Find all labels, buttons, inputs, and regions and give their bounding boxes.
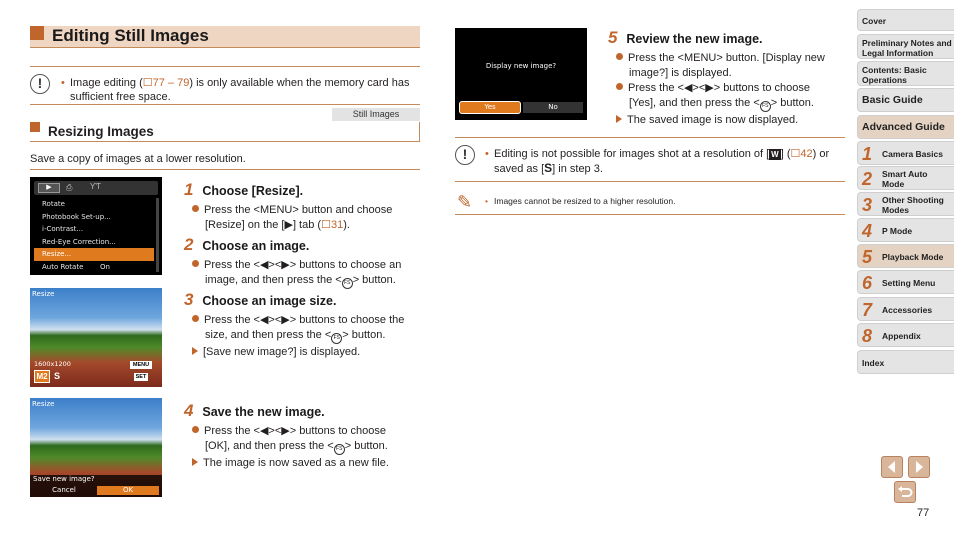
- bullet-icon: [192, 205, 199, 212]
- sidebar-item-cover[interactable]: Cover: [857, 9, 954, 31]
- step-number: 4: [184, 401, 194, 420]
- sidebar-item-smart-auto[interactable]: 2 Smart Auto Mode: [857, 166, 954, 190]
- memo-text: Images cannot be resized to a higher resolution.: [494, 196, 676, 206]
- ok-option-selected: OK: [97, 486, 159, 495]
- page-title: Editing Still Images: [52, 26, 209, 45]
- bullet-icon: [192, 315, 199, 322]
- step-3: 3 Choose an image size. Press the <◀><▶> buttons to choose the size, and then press the < FS > button. [Save new image?] is displayed.: [184, 290, 405, 358]
- still-images-tag: Still Images: [332, 108, 420, 121]
- resize-preview-screen: [30, 288, 162, 387]
- page-link[interactable]: 77 – 79: [152, 77, 190, 89]
- resolution-s-icon: S: [544, 161, 553, 175]
- step-title: Save the new image.: [202, 405, 325, 419]
- caution-icon: !: [30, 74, 50, 94]
- section-title: Resizing Images: [48, 124, 154, 139]
- menu-tab-bar: [34, 181, 158, 195]
- back-button[interactable]: [894, 481, 916, 503]
- notice-resolution: Editing is not possible for images shot at a resolution of [ W ] (☐42) or saved as [S] in step 3.: [494, 148, 830, 175]
- sidebar-item-basic-guide[interactable]: Basic Guide: [857, 88, 954, 112]
- step-5: 5 Review the new image. Press the <MENU> button. [Display new image?] is displayed. Press the <◀><▶> buttons to choose [Yes], and then press the < FS > button. The saved image is now displayed.: [608, 28, 825, 126]
- bullet-icon: [192, 260, 199, 267]
- func-set-icon: FS: [760, 101, 771, 112]
- sidebar-item-playback-mode[interactable]: 5 Playback Mode: [857, 244, 954, 268]
- page-ref-icon: ☐: [790, 148, 801, 160]
- divider: [30, 104, 420, 105]
- page-link[interactable]: 42: [800, 148, 813, 160]
- menu-item: Red-Eye Correction...: [42, 237, 116, 246]
- menu-item: Auto Rotate On: [42, 262, 110, 271]
- bullet-icon: [616, 83, 623, 90]
- display-new-image-screen: [455, 28, 587, 120]
- menu-item-selected: Resize...: [34, 248, 154, 261]
- size-option: S: [54, 371, 61, 381]
- section-intro: Save a copy of images at a lower resolution.: [30, 153, 246, 165]
- menu-item: Photobook Set-up...: [42, 212, 111, 221]
- return-arrow-icon: [895, 482, 915, 502]
- yes-option-selected: Yes: [459, 101, 521, 114]
- caution-icon: !: [455, 145, 475, 165]
- step-title: Choose [Resize].: [202, 184, 304, 198]
- print-tab-icon: ⎙: [66, 183, 73, 192]
- func-set-icon: FS: [331, 333, 342, 344]
- prev-page-button[interactable]: [881, 456, 903, 478]
- next-page-button[interactable]: [908, 456, 930, 478]
- notice-memory-card: Image editing (☐77 – 79) is only available when the memory card has sufficient free space.: [70, 77, 410, 103]
- sidebar-item-contents[interactable]: Contents: Basic Operations: [857, 61, 954, 86]
- step-number: 3: [184, 290, 194, 309]
- step-4: 4 Save the new image. Press the <◀><▶> buttons to choose [OK], and then press the < FS > button. The image is now saved as a new file.: [184, 401, 389, 469]
- func-set-icon: FS: [334, 444, 345, 455]
- no-option: No: [523, 102, 583, 113]
- menu-item: Rotate: [42, 200, 65, 208]
- save-image-screen: [30, 398, 162, 497]
- settings-tab-icon: ƳƬ: [90, 182, 102, 191]
- step-2: 2 Choose an image. Press the <◀><▶> buttons to choose an image, and then press the < FS > button.: [184, 235, 420, 289]
- sidebar-item-preliminary-notes[interactable]: Preliminary Notes and Legal Information: [857, 34, 954, 59]
- step-number: 2: [184, 235, 194, 254]
- sidebar-item-advanced-guide[interactable]: Advanced Guide: [857, 115, 954, 139]
- sidebar-item-setting-menu[interactable]: 6 Setting Menu: [857, 270, 954, 294]
- resolution-w-icon: W: [771, 150, 779, 159]
- screen-label: Resize: [32, 290, 55, 298]
- section-square-icon: [30, 122, 40, 132]
- page-ref-icon: ☐: [321, 219, 331, 231]
- camera-menu-screen: [30, 177, 162, 275]
- menu-item: i-Contrast...: [42, 225, 84, 233]
- divider: [455, 214, 845, 215]
- title-square-icon: [30, 26, 44, 40]
- step-title: Review the new image.: [626, 32, 763, 46]
- menu-button-icon: MENU: [130, 361, 152, 369]
- menu-scrollbar: [156, 198, 159, 272]
- sidebar-item-p-mode[interactable]: 4 P Mode: [857, 218, 954, 242]
- page-number: 77: [917, 507, 930, 519]
- divider: [30, 66, 420, 67]
- bullet-icon: [616, 53, 623, 60]
- sidebar-item-accessories[interactable]: 7 Accessories: [857, 297, 954, 321]
- divider: [455, 137, 845, 138]
- result-arrow-icon: [192, 458, 198, 466]
- step-title: Choose an image size.: [202, 294, 337, 308]
- dialog-prompt: Display new image?: [485, 62, 557, 70]
- sidebar-item-appendix[interactable]: 8 Appendix: [857, 323, 954, 347]
- pencil-memo-icon: ✎: [457, 192, 473, 212]
- playback-tab-icon: ▶: [38, 183, 60, 193]
- size-readout: 1600x1200: [34, 360, 71, 368]
- sidebar-item-other-shooting[interactable]: 3 Other Shooting Modes: [857, 192, 954, 216]
- size-option-selected: M2: [34, 370, 50, 383]
- page-link[interactable]: 31: [330, 219, 344, 231]
- cancel-option: Cancel: [52, 486, 76, 494]
- sidebar-item-camera-basics[interactable]: 1 Camera Basics: [857, 141, 954, 165]
- step-number: 5: [608, 28, 618, 47]
- set-button-icon: SET: [135, 374, 147, 380]
- bullet-icon: [192, 426, 199, 433]
- screen-label: Resize: [32, 400, 55, 408]
- result-arrow-icon: [616, 115, 622, 123]
- arrow-left-icon: [882, 457, 902, 477]
- arrow-right-icon: [909, 457, 929, 477]
- step-1: 1 Choose [Resize]. Press the <MENU> button and choose [Resize] on the [▶] tab (☐31).: [184, 180, 393, 231]
- step-title: Choose an image.: [202, 239, 310, 253]
- divider: [30, 169, 420, 170]
- func-set-icon: FS: [342, 278, 353, 289]
- result-arrow-icon: [192, 347, 198, 355]
- step-number: 1: [184, 180, 194, 199]
- sidebar-item-index[interactable]: Index: [857, 350, 954, 374]
- dialog-prompt: Save new image?: [33, 475, 95, 483]
- page-ref-icon: ☐: [142, 77, 153, 89]
- divider: [455, 181, 845, 182]
